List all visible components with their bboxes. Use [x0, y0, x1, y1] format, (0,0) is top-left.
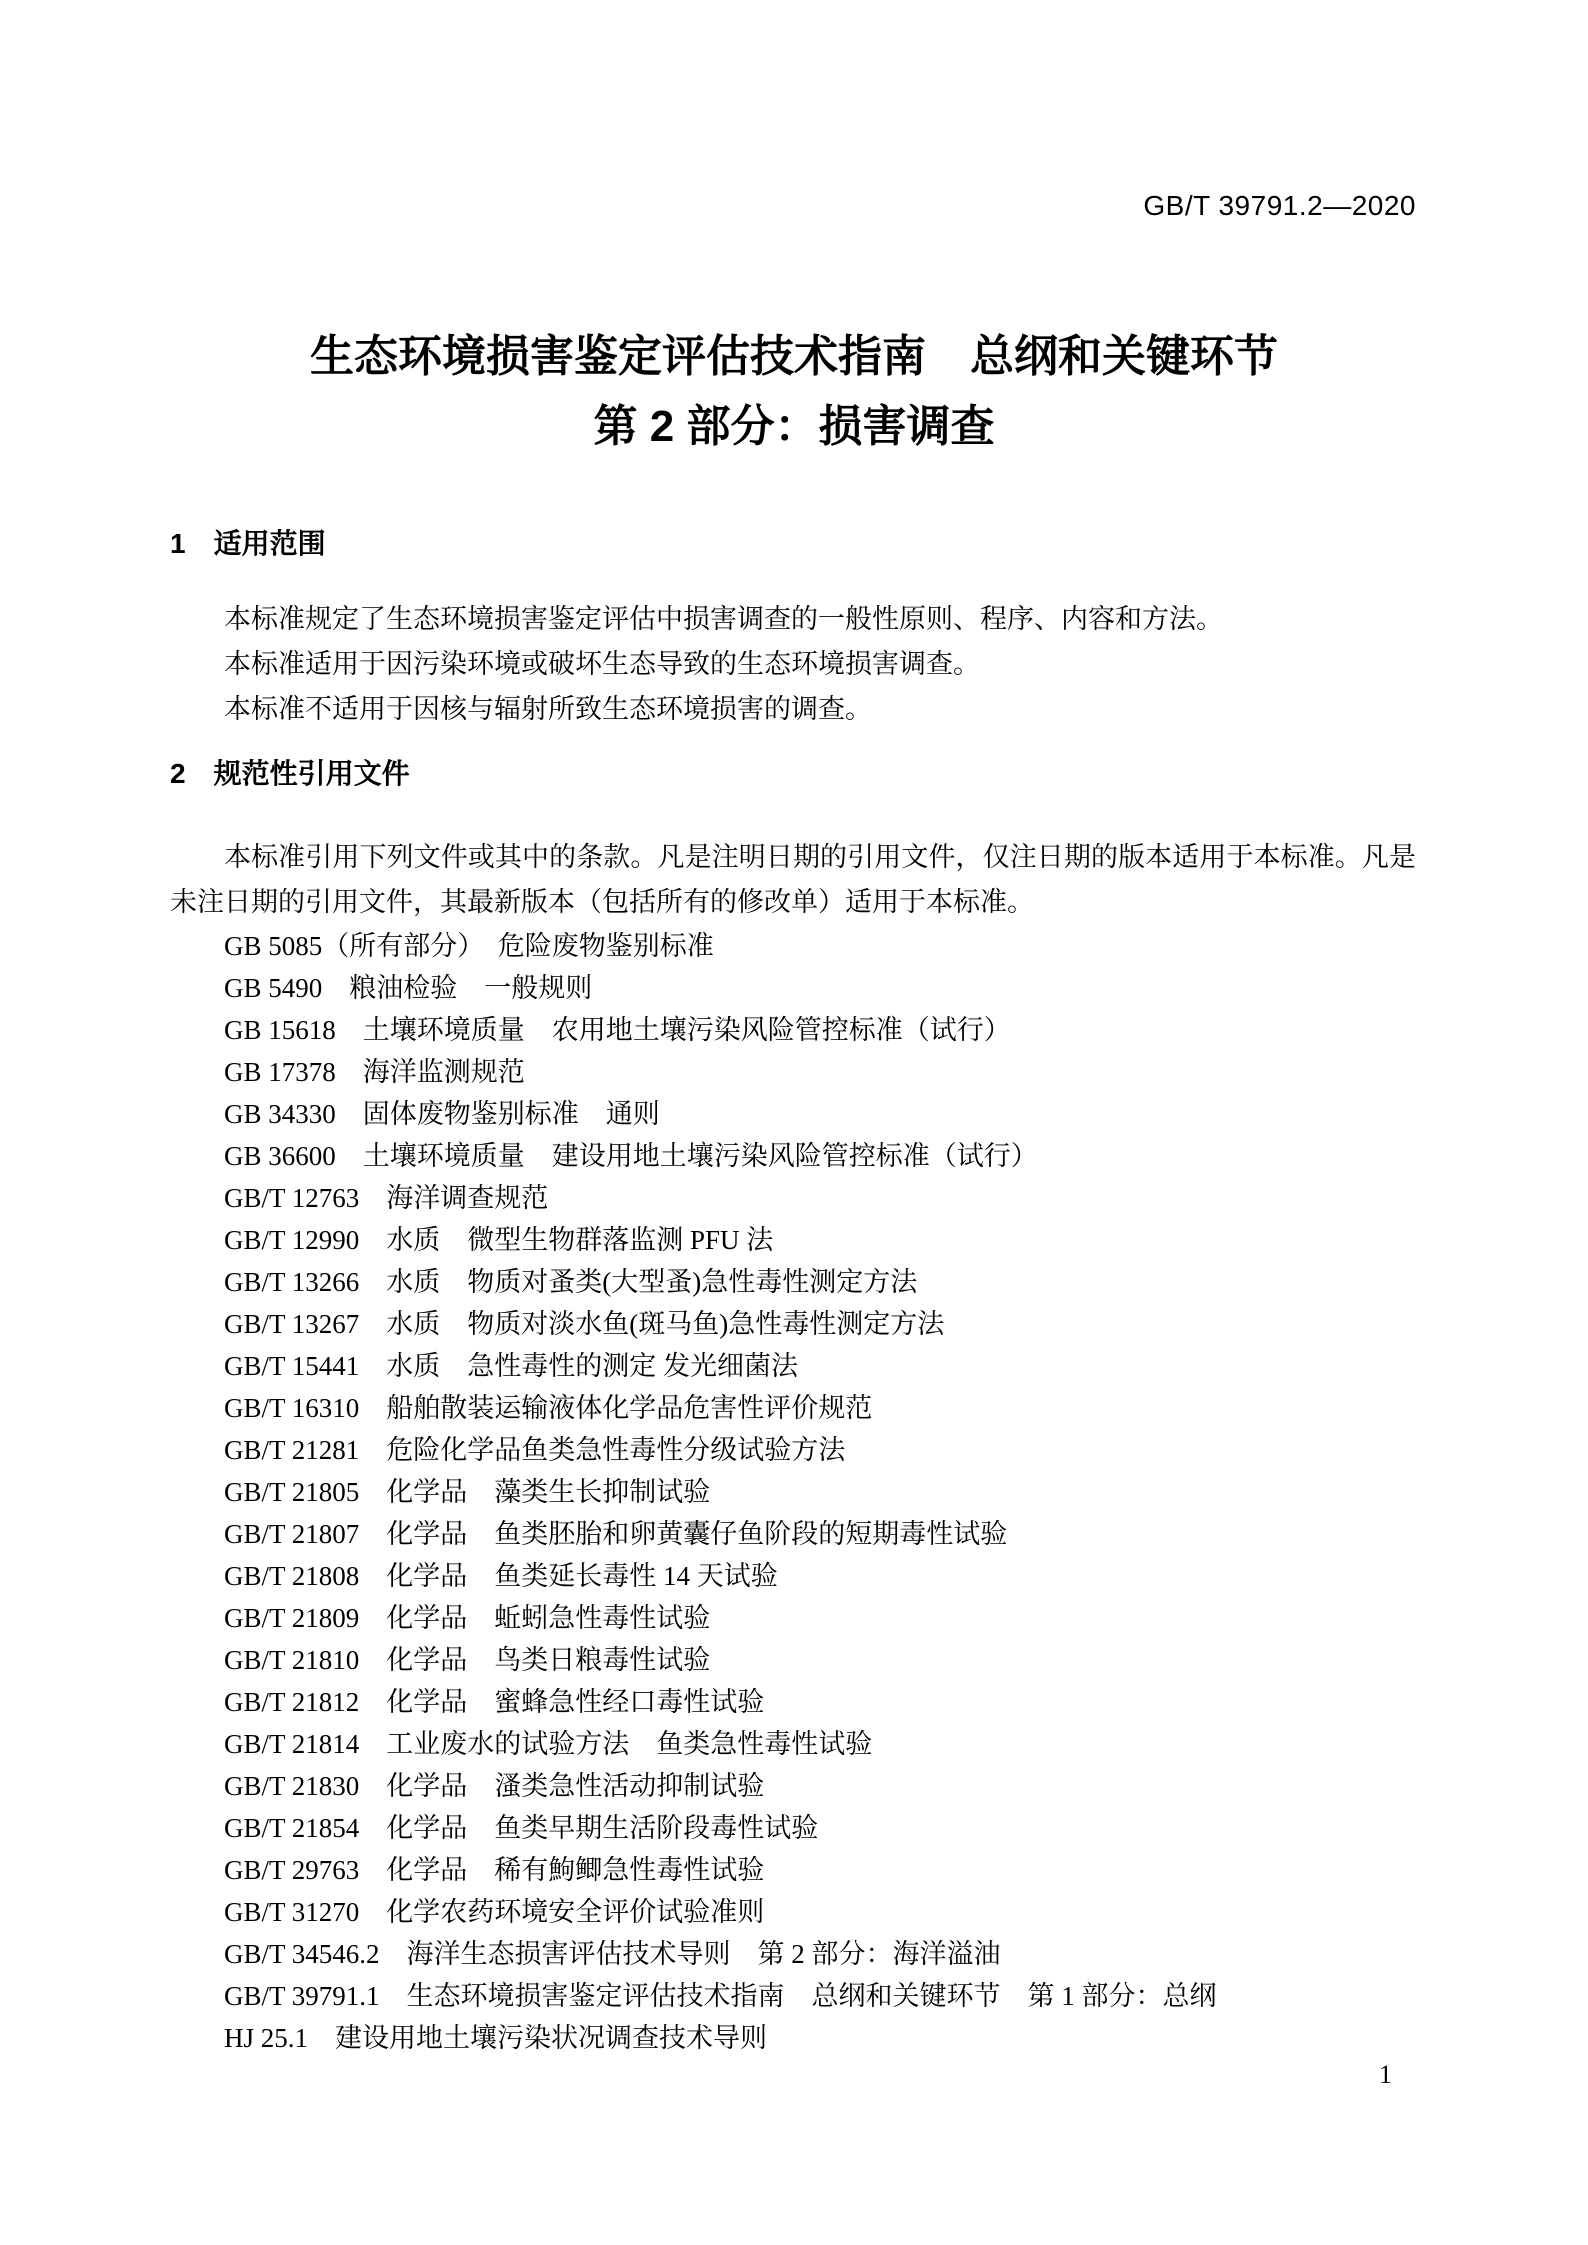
reference-item: GB/T 15441 水质 急性毒性的测定 发光细菌法: [224, 1351, 799, 1381]
reference-item: GB 34330 固体废物鉴别标准 通则: [224, 1099, 660, 1129]
reference-item: GB/T 21812 化学品 蜜蜂急性经口毒性试验: [224, 1687, 765, 1717]
reference-item: GB/T 21809 化学品 蚯蚓急性毒性试验: [224, 1603, 711, 1633]
page-number: 1: [1379, 2060, 1392, 2089]
normative-references-list: [170, 925, 1416, 2059]
reference-item: GB/T 13266 水质 物质对蚤类(大型蚤)急性毒性测定方法: [224, 1267, 918, 1297]
reference-item: GB/T 29763 化学品 稀有鮈鲫急性毒性试验: [224, 1855, 765, 1885]
document-title-line1: 生态环境损害鉴定评估技术指南 总纲和关键环节: [310, 332, 1278, 381]
paragraph: 本标准适用于因污染环境或破坏生态导致的生态环境损害调查。: [224, 649, 980, 679]
reference-item: GB/T 12990 水质 微型生物群落监测 PFU 法: [224, 1225, 774, 1255]
section-1-paragraphs: [170, 597, 1416, 732]
reference-item: GB/T 21807 化学品 鱼类胚胎和卵黄囊仔鱼阶段的短期毒性试验: [224, 1519, 1008, 1549]
reference-item: GB/T 16310 船舶散装运输液体化学品危害性评价规范: [224, 1393, 873, 1423]
reference-item: GB 5490 粮油检验 一般规则: [224, 973, 593, 1003]
paragraph: 本标准不适用于因核与辐射所致生态环境损害的调查。: [224, 694, 872, 724]
reference-item: GB 17378 海洋监测规范: [224, 1057, 525, 1087]
standard-code: GB/T 39791.2—2020: [1143, 190, 1416, 221]
section-2-title: 规范性引用文件: [213, 758, 410, 789]
reference-item: GB/T 34546.2 海洋生态损害评估技术导则 第 2 部分：海洋溢油: [224, 1939, 1001, 1969]
section-2-number: 2: [170, 758, 186, 789]
reference-item: GB/T 31270 化学农药环境安全评价试验准则: [224, 1897, 765, 1927]
reference-item: GB 36600 土壤环境质量 建设用地土壤污染风险管控标准（试行）: [224, 1141, 1038, 1171]
reference-item: GB/T 21854 化学品 鱼类早期生活阶段毒性试验: [224, 1813, 819, 1843]
reference-item: GB/T 21830 化学品 溞类急性活动抑制试验: [224, 1771, 765, 1801]
document-title-line2: 第 2 部分：损害调查: [593, 402, 995, 451]
reference-item: GB/T 21281 危险化学品鱼类急性毒性分级试验方法: [224, 1435, 846, 1465]
section-1-title: 适用范围: [213, 528, 326, 559]
section-1-heading: [170, 522, 326, 562]
section-2-intro: [170, 835, 1416, 925]
reference-item: GB/T 21808 化学品 鱼类延长毒性 14 天试验: [224, 1561, 778, 1591]
reference-item: GB/T 12763 海洋调查规范: [224, 1183, 549, 1213]
reference-item: GB/T 21805 化学品 藻类生长抑制试验: [224, 1477, 711, 1507]
reference-item: GB/T 21814 工业废水的试验方法 鱼类急性毒性试验: [224, 1729, 873, 1759]
paragraph: 本标准引用下列文件或其中的条款。凡是注明日期的引用文件，仅注日期的版本适用于本标准。凡是未注日期的引用文件，其最新版本（包括所有的修改单）适用于本标准。: [170, 842, 1416, 917]
section-1-number: 1: [170, 528, 186, 559]
paragraph: 本标准规定了生态环境损害鉴定评估中损害调查的一般性原则、程序、内容和方法。: [224, 604, 1223, 634]
document-title: [0, 322, 1588, 462]
reference-item: GB 15618 土壤环境质量 农用地土壤污染风险管控标准（试行）: [224, 1015, 1011, 1045]
reference-item: GB/T 21810 化学品 鸟类日粮毒性试验: [224, 1645, 711, 1675]
reference-item: HJ 25.1 建设用地土壤污染状况调查技术导则: [224, 2023, 768, 2053]
reference-item: GB/T 39791.1 生态环境损害鉴定评估技术指南 总纲和关键环节 第 1 部分：总纲: [224, 1981, 1217, 2011]
reference-item: GB 5085（所有部分） 危险废物鉴别标准: [224, 931, 714, 961]
section-2-heading: [170, 752, 410, 792]
reference-item: GB/T 13267 水质 物质对淡水鱼(斑马鱼)急性毒性测定方法: [224, 1309, 945, 1339]
